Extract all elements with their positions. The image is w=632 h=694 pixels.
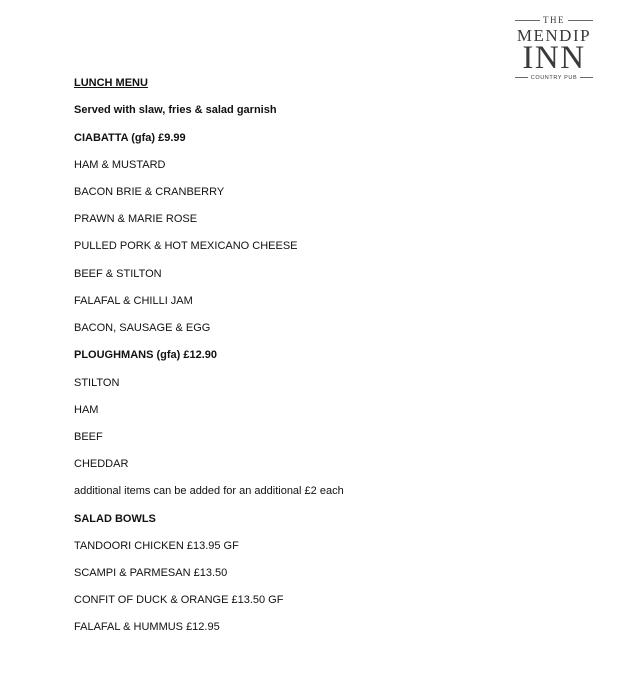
logo-the: THE — [543, 15, 565, 25]
ciabatta-heading: CIABATTA (gfa) £9.99 — [74, 132, 186, 144]
salad-bowl-item: FALAFAL & HUMMUS £12.95 — [74, 621, 220, 633]
ploughmans-item: CHEDDAR — [74, 458, 129, 470]
salad-bowl-item: CONFIT OF DUCK & ORANGE £13.50 GF — [74, 594, 284, 606]
ciabatta-item: BACON, SAUSAGE & EGG — [74, 322, 211, 334]
logo-rule-right-bottom — [580, 77, 593, 78]
ciabatta-item: FALAFAL & CHILLI JAM — [74, 295, 193, 307]
ploughmans-item: STILTON — [74, 377, 120, 389]
salad-bowls-heading: SALAD BOWLS — [74, 513, 156, 525]
mendip-inn-logo — [512, 14, 596, 82]
logo-rule-left-bottom — [515, 77, 528, 78]
ciabatta-item: PRAWN & MARIE ROSE — [74, 213, 198, 225]
salad-bowl-item: SCAMPI & PARMESAN £13.50 — [74, 567, 228, 579]
logo-inn: INN — [522, 40, 586, 76]
ciabatta-item: HAM & MUSTARD — [74, 159, 166, 171]
logo-country-pub: COUNTRY PUB — [530, 74, 578, 81]
ploughmans-note: additional items can be added for an additional £2 each — [74, 485, 344, 497]
logo-mendip: MENDIP — [516, 26, 592, 45]
menu-title: LUNCH MENU — [74, 77, 148, 89]
salad-bowl-item: TANDOORI CHICKEN £13.95 GF — [74, 540, 239, 552]
ciabatta-item: BEEF & STILTON — [74, 268, 162, 280]
served-with-note: Served with slaw, fries & salad garnish — [74, 104, 277, 116]
ciabatta-item: PULLED PORK & HOT MEXICANO CHEESE — [74, 240, 298, 252]
ciabatta-item: BACON BRIE & CRANBERRY — [74, 186, 225, 198]
logo-rule-left — [515, 20, 540, 21]
ploughmans-item: HAM — [74, 404, 99, 416]
logo-top-row — [512, 14, 596, 26]
logo-rule-right — [568, 20, 593, 21]
ploughmans-heading: PLOUGHMANS (gfa) £12.90 — [74, 349, 218, 361]
ploughmans-item: BEEF — [74, 431, 103, 443]
